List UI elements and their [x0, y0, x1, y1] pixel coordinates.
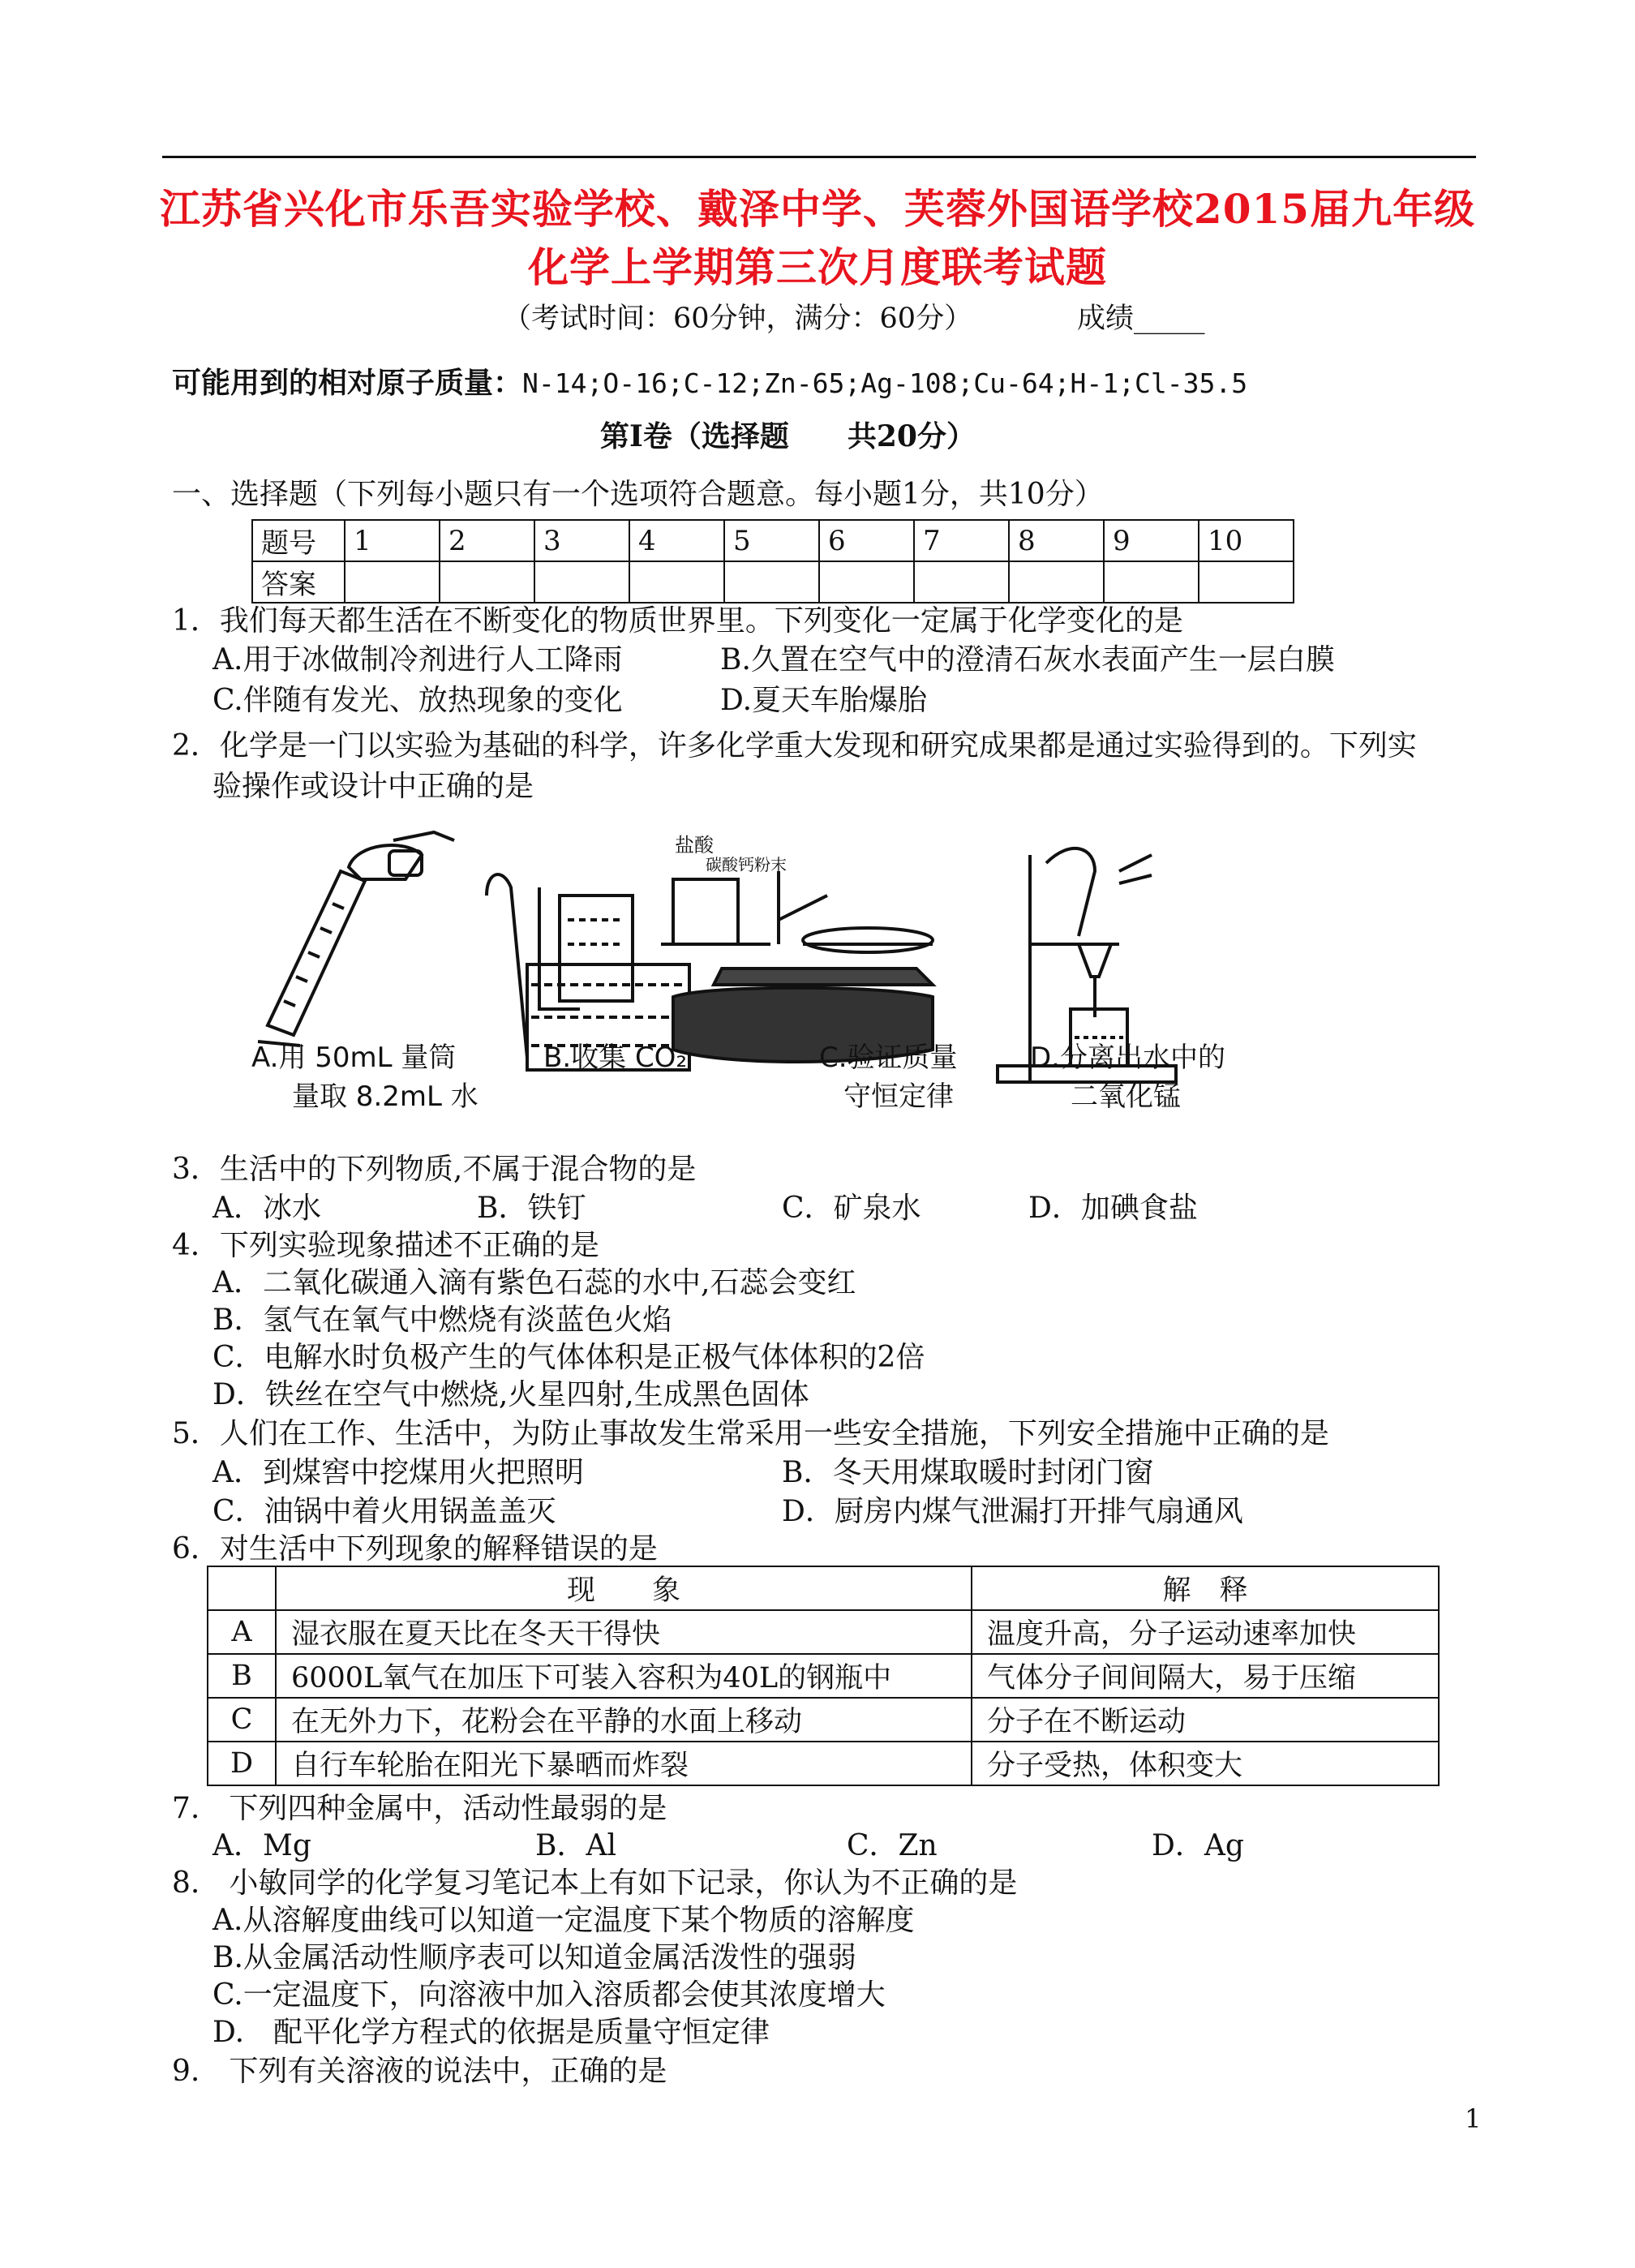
answer-table-number: 2	[440, 520, 534, 561]
answer-table-number: 5	[724, 520, 819, 561]
answer-table-number: 10	[1199, 520, 1294, 561]
answer-cell[interactable]	[1199, 561, 1294, 603]
answer-table-number: 7	[914, 520, 1009, 561]
q8-option-d: D. 配平化学方程式的依据是质量守恒定律	[212, 2016, 770, 2049]
fig-caption-d-line-2: 二氧化锰	[1071, 1080, 1181, 1113]
q4-option-a: A．二氧化碳通入滴有紫色石蕊的水中,石蕊会变红	[212, 1266, 856, 1299]
fig-caption-c-line-2: 守恒定律	[843, 1080, 954, 1113]
q6-row-explain: 分子在不断运动	[972, 1698, 1439, 1742]
fig-caption-d-line-1: D.分离出水中的	[1030, 1042, 1225, 1074]
answer-cell[interactable]	[440, 561, 534, 603]
title-line-1: 江苏省兴化市乐吾实验学校、戴泽中学、芙蓉外国语学校2015届九年级	[159, 185, 1476, 233]
q6-row-key: B	[208, 1654, 276, 1698]
answer-table-header-answer: 答案	[252, 561, 345, 603]
q4-stem: 4．下列实验现象描述不正确的是	[172, 1229, 599, 1262]
q7-stem: 7. 下列四种金属中，活动性最弱的是	[172, 1792, 667, 1825]
q6-row-explain: 气体分子间间隔大，易于压缩	[972, 1654, 1439, 1698]
fig-caption-a-line-1: A.用 50mL 量筒	[251, 1042, 457, 1074]
q4-option-d: D．铁丝在空气中燃烧,火星四射,生成黑色固体	[212, 1378, 809, 1411]
q4-option-b: B．氢气在氧气中燃烧有淡蓝色火焰	[212, 1304, 672, 1337]
section-title: 第Ⅰ卷（选择题 共20分）	[600, 419, 976, 453]
graduated-cylinder-drawing	[258, 832, 454, 1046]
q1-option-a: A.用于冰做制冷剂进行人工降雨	[212, 643, 623, 677]
answer-table-number: 8	[1009, 520, 1104, 561]
page-number: 1	[1465, 2103, 1482, 2134]
q6-row-key: C	[208, 1698, 276, 1742]
q1-stem: 1．我们每天都生活在不断变化的物质世界里。下列变化一定属于化学变化的是	[172, 604, 1183, 638]
q6-row-phenomenon: 湿衣服在夏天比在冬天干得快	[276, 1610, 972, 1654]
q6-header-key	[208, 1566, 276, 1610]
q6-row-key: D	[208, 1742, 276, 1785]
title-line-2: 化学上学期第三次月度联考试题	[528, 243, 1107, 291]
answer-cell[interactable]	[724, 561, 819, 603]
balance-drawing	[661, 871, 933, 1062]
q6-row-explain: 分子受热，体积变大	[972, 1742, 1439, 1785]
q7-option-a: A．Mg	[212, 1829, 311, 1862]
answer-table-number: 4	[629, 520, 724, 561]
fig-caption-b: B.收集 CO₂	[543, 1042, 688, 1074]
q3-option-c: C．矿泉水	[782, 1192, 921, 1225]
q6-table-header	[208, 1566, 1439, 1610]
score-label: 成绩_____	[1077, 303, 1205, 335]
answer-cell[interactable]	[345, 561, 440, 603]
q2-stem-line-2: 验操作或设计中正确的是	[212, 770, 534, 803]
atomic-mass-values: N-14;O-16;C-12;Zn-65;Ag-108;Cu-64;H-1;Cl-35.5	[522, 367, 1248, 399]
fig-label-calcium-carbonate: 碳酸钙粉末	[706, 855, 787, 874]
q5-option-d: D．厨房内煤气泄漏打开排气扇通风	[782, 1495, 1243, 1528]
answer-table-number: 9	[1104, 520, 1199, 561]
q8-option-b: B.从金属活动性顺序表可以知道金属活泼性的强弱	[212, 1941, 856, 1974]
q6-row-explain: 温度升高，分子运动速率加快	[972, 1610, 1439, 1654]
exam-info: （考试时间：60分钟，满分：60分）	[503, 303, 973, 335]
q8-option-c: C.一定温度下，向溶液中加入溶质都会使其浓度增大	[212, 1978, 886, 2012]
q9-stem: 9. 下列有关溶液的说法中，正确的是	[172, 2055, 667, 2088]
section-instruction: 一、选择题（下列每小题只有一个选项符合题意。每小题1分，共10分）	[172, 478, 1104, 511]
fig-caption-a-line-2: 量取 8.2mL 水	[292, 1080, 478, 1113]
q6-table-row	[208, 1698, 1439, 1742]
q3-option-b: B．铁钉	[477, 1192, 586, 1225]
answer-table-number: 3	[534, 520, 629, 561]
q6-header-phenomenon: 现 象	[276, 1566, 972, 1610]
q8-option-a: A.从溶解度曲线可以知道一定温度下某个物质的溶解度	[212, 1904, 915, 1937]
q7-option-d: D．Ag	[1152, 1829, 1244, 1862]
q7-option-b: B．Al	[535, 1829, 616, 1862]
q2-stem-line-1: 2．化学是一门以实验为基础的科学，许多化学重大发现和研究成果都是通过实验得到的。下列实	[172, 729, 1417, 762]
q6-stem: 6．对生活中下列现象的解释错误的是	[172, 1532, 658, 1566]
q6-row-phenomenon: 6000L氧气在加压下可装入容积为40L的钢瓶中	[276, 1654, 972, 1698]
experiment-figure	[219, 823, 1354, 1115]
q6-row-key: A	[208, 1610, 276, 1654]
q5-stem: 5．人们在工作、生活中，为防止事故发生常采用一些安全措施，下列安全措施中正确的是	[172, 1417, 1329, 1450]
q6-table-row	[208, 1742, 1439, 1785]
q4-option-c: C．电解水时负极产生的气体体积是正极气体体积的2倍	[212, 1341, 925, 1374]
q7-option-c: C．Zn	[847, 1829, 938, 1862]
answer-table	[251, 519, 1294, 604]
answer-table-number-row	[252, 520, 1294, 561]
q5-option-a: A．到煤窖中挖煤用火把照明	[212, 1456, 584, 1489]
q6-row-phenomenon: 自行车轮胎在阳光下暴晒而炸裂	[276, 1742, 972, 1785]
fig-caption-c-line-1: C.验证质量	[819, 1042, 958, 1074]
header-rule	[162, 156, 1476, 158]
q3-option-d: D．加碘食盐	[1028, 1192, 1198, 1225]
answer-cell[interactable]	[629, 561, 724, 603]
fig-label-hydrochloric-acid: 盐酸	[675, 834, 714, 857]
q1-option-c: C.伴随有发光、放热现象的变化	[212, 684, 623, 717]
q5-option-c: C．油锅中着火用锅盖盖灭	[212, 1495, 556, 1528]
q6-header-explain: 解 释	[972, 1566, 1439, 1610]
q3-option-a: A．冰水	[212, 1192, 321, 1225]
q1-option-b: B.久置在空气中的澄清石灰水表面产生一层白膜	[720, 643, 1335, 677]
q6-row-phenomenon: 在无外力下，花粉会在平静的水面上移动	[276, 1698, 972, 1742]
atomic-mass-label: 可能用到的相对原子质量：	[172, 366, 523, 400]
answer-cell[interactable]	[1009, 561, 1104, 603]
answer-cell[interactable]	[534, 561, 629, 603]
answer-table-answer-row	[252, 561, 1294, 603]
answer-table-header-number: 题号	[252, 520, 345, 561]
q5-option-b: B．冬天用煤取暖时封闭门窗	[782, 1456, 1154, 1489]
q6-table-row	[208, 1654, 1439, 1698]
atomic-mass-line	[172, 368, 1247, 398]
q6-table	[207, 1566, 1440, 1786]
q8-stem: 8. 小敏同学的化学复习笔记本上有如下记录，你认为不正确的是	[172, 1866, 1018, 1900]
q3-stem: 3．生活中的下列物质,不属于混合物的是	[172, 1153, 697, 1186]
q1-option-d: D.夏天车胎爆胎	[720, 684, 928, 717]
answer-table-number: 6	[819, 520, 914, 561]
q6-table-row	[208, 1610, 1439, 1654]
answer-table-number: 1	[345, 520, 440, 561]
answer-cell[interactable]	[1104, 561, 1199, 603]
answer-cell[interactable]	[914, 561, 1009, 603]
answer-cell[interactable]	[819, 561, 914, 603]
